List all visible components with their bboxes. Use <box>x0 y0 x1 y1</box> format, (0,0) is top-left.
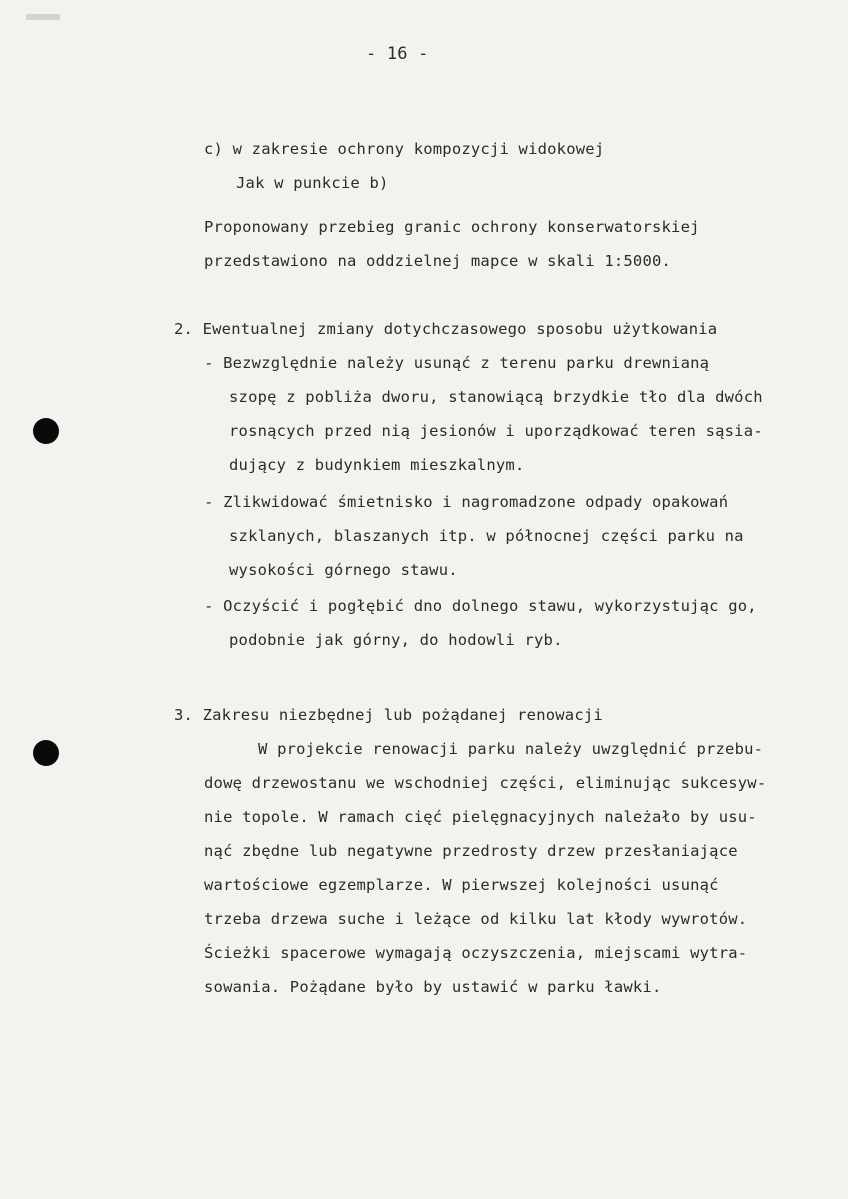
section-3-line: dowę drzewostanu we wschodniej części, eliminując sukcesyw- <box>204 774 767 792</box>
section-3-heading: 3. Zakresu niezbędnej lub pożądanej renowacji <box>174 706 603 724</box>
section-3-line: trzeba drzewa suche i leżące od kilku lat kłody wywrotów. <box>204 910 748 928</box>
section-3-line: sowania. Pożądane było by ustawić w parku ławki. <box>204 978 662 996</box>
section-2-line: - Zlikwidować śmietnisko i nagromadzone odpady opakowań <box>204 493 729 511</box>
section-c-heading: c) w zakresie ochrony kompozycji widokowej <box>204 140 605 158</box>
page-number: - 16 - <box>366 44 429 64</box>
section-2-line: rosnących przed nią jesionów i uporządkować teren sąsia- <box>229 422 763 440</box>
punch-hole <box>33 418 59 444</box>
section-2-line: - Oczyścić i pogłębić dno dolnego stawu, wykorzystując go, <box>204 597 757 615</box>
section-3-line: W projekcie renowacji parku należy uwzględnić przebu- <box>258 740 764 758</box>
section-2-line: szopę z pobliża dworu, stanowiącą brzydkie tło dla dwóch <box>229 388 763 406</box>
section-3-line: wartościowe egzemplarze. W pierwszej kolejności usunąć <box>204 876 719 894</box>
section-2-line: dujący z budynkiem mieszkalnym. <box>229 456 525 474</box>
punch-hole <box>33 740 59 766</box>
section-2-line: podobnie jak górny, do hodowli ryb. <box>229 631 563 649</box>
section-2-heading: 2. Ewentualnej zmiany dotychczasowego sposobu użytkowania <box>174 320 718 338</box>
intro-line-2: przedstawiono na oddzielnej mapce w skali 1:5000. <box>204 252 672 270</box>
section-3-line: nąć zbędne lub negatywne przedrosty drzew przesłaniające <box>204 842 738 860</box>
section-2-line: wysokości górnego stawu. <box>229 561 458 579</box>
section-3-line: nie topole. W ramach cięć pielęgnacyjnych należało by usu- <box>204 808 757 826</box>
corner-smudge <box>26 14 60 20</box>
intro-line-1: Proponowany przebieg granic ochrony konserwatorskiej <box>204 218 700 236</box>
section-3-line: Ścieżki spacerowe wymagają oczyszczenia, miejscami wytra- <box>204 944 748 962</box>
section-c-text: Jak w punkcie b) <box>236 174 389 192</box>
section-2-line: szklanych, blaszanych itp. w północnej części parku na <box>229 527 744 545</box>
section-2-line: - Bezwzględnie należy usunąć z terenu parku drewnianą <box>204 354 710 372</box>
